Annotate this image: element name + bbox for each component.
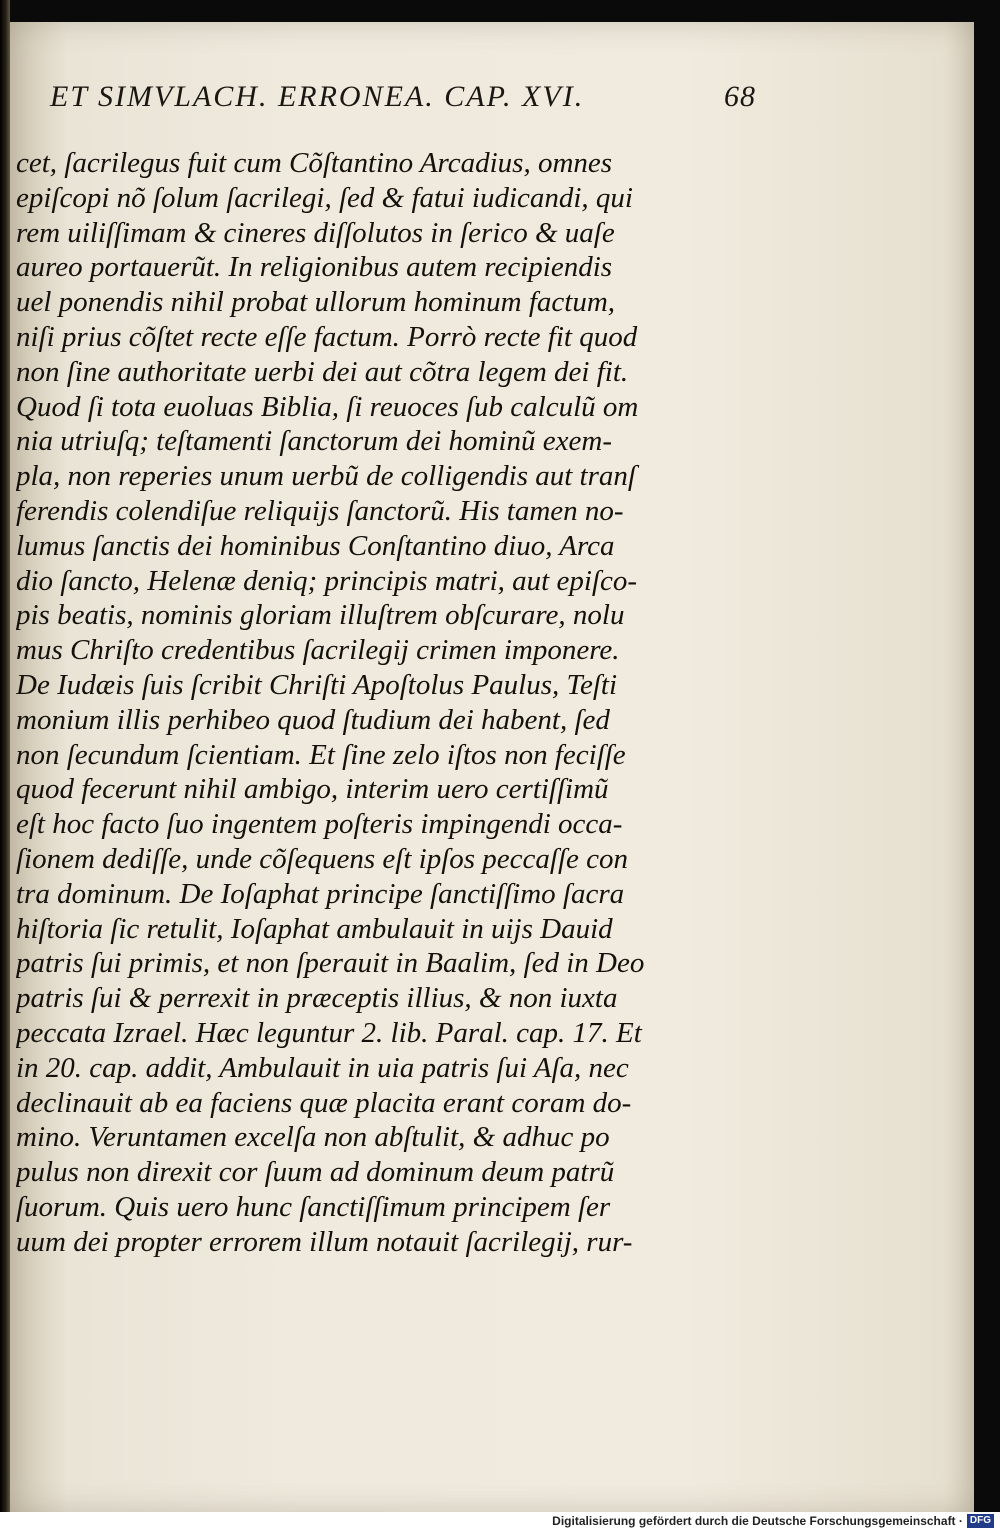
text-line: patris ſui primis, et non ſperauit in Baalim, ſed in Deo <box>16 947 645 980</box>
text-line: niſi prius cõſtet recte eſſe factum. Porrò recte fit quod <box>16 320 638 353</box>
digitization-credit <box>552 1512 994 1530</box>
text-line: tra dominum. De Ioſaphat principe ſanctiſſimo ſacra <box>16 877 625 910</box>
text-line: patris ſui & perrexit in præceptis illius, & non iuxta <box>16 982 618 1015</box>
text-line: epiſcopi nõ ſolum ſacrilegi, ſed & fatui iudicandi, qui <box>16 181 633 214</box>
text-line: rem uiliſſimam & cineres diſſolutos in ſerico & uaſe <box>16 216 615 249</box>
body-text <box>16 146 732 1260</box>
text-line: lumus ſanctis dei hominibus Conſtantino diuo, Arca <box>16 529 615 562</box>
book-page <box>10 22 974 1512</box>
text-line: uum dei propter errorem illum notauit ſacrilegij, rur- <box>16 1225 633 1258</box>
text-line: ſuorum. Quis uero hunc ſanctiſſimum principem ſer <box>16 1190 611 1223</box>
text-line: dio ſancto, Helenæ deniq; principis matri, aut epiſco- <box>16 564 637 597</box>
running-head <box>50 80 770 120</box>
text-line: De Iudæis ſuis ſcribit Chriſti Apoſtolus Paulus, Teſti <box>16 668 618 701</box>
text-line: hiſtoria ſic retulit, Ioſaphat ambulauit in uijs Dauid <box>16 912 613 945</box>
credit-text: Digitalisierung gefördert durch die Deutsche Forschungsgemeinschaft · <box>552 1514 963 1528</box>
book-spine-shadow <box>0 0 10 1512</box>
text-line: monium illis perhibeo quod ſtudium dei habent, ſed <box>16 703 610 736</box>
text-line: mus Chriſto credentibus ſacrilegij crimen imponere. <box>16 634 620 667</box>
text-line: ſionem dediſſe, unde cõſequens eſt ipſos peccaſſe con <box>16 842 629 875</box>
text-line: nia utriuſq; teſtamenti ſanctorum dei hominũ exem- <box>16 425 613 458</box>
text-line: aureo portauerũt. In religionibus autem recipiendis <box>16 251 613 284</box>
text-line: mino. Veruntamen excelſa non abſtulit, & adhuc po <box>16 1121 610 1154</box>
text-line: pla, non reperies unum uerbũ de colligendis aut tranſ <box>16 460 636 493</box>
text-line: peccata Izrael. Hæc leguntur 2. lib. Paral. cap. 17. Et <box>16 1016 642 1049</box>
text-line: quod fecerunt nihil ambigo, interim uero certiſſimũ <box>16 773 609 806</box>
page-number: 68 <box>724 80 756 113</box>
text-line: pis beatis, nominis gloriam illuſtrem obſcurare, nolu <box>16 599 625 632</box>
text-line: eſt hoc facto ſuo ingentem poſteris impingendi occa- <box>16 808 623 841</box>
text-line: non ſecundum ſcientiam. Et ſine zelo iſtos non feciſſe <box>16 738 626 771</box>
text-line: uel ponendis nihil probat ullorum hominum factum, <box>16 286 616 319</box>
dfg-logo: DFG <box>967 1514 994 1528</box>
text-line: declinauit ab ea faciens quæ placita erant coram do- <box>16 1086 632 1119</box>
text-line: Quod ſi tota euoluas Biblia, ſi reuoces ſub calculũ om <box>16 390 639 423</box>
text-line: pulus non direxit cor ſuum ad dominum deum patrũ <box>16 1156 615 1189</box>
text-line: non ſine authoritate uerbi dei aut cõtra legem dei fit. <box>16 355 629 388</box>
text-line: cet, ſacrilegus fuit cum Cõſtantino Arcadius, omnes <box>16 147 613 179</box>
text-line: in 20. cap. addit, Ambulauit in uia patris ſui Aſa, nec <box>16 1051 629 1084</box>
running-head-title: ET SIMVLACH. ERRONEA. CAP. XVI. <box>50 80 585 113</box>
text-line: ferendis colendiſue reliquijs ſanctorũ. His tamen no- <box>16 494 624 527</box>
